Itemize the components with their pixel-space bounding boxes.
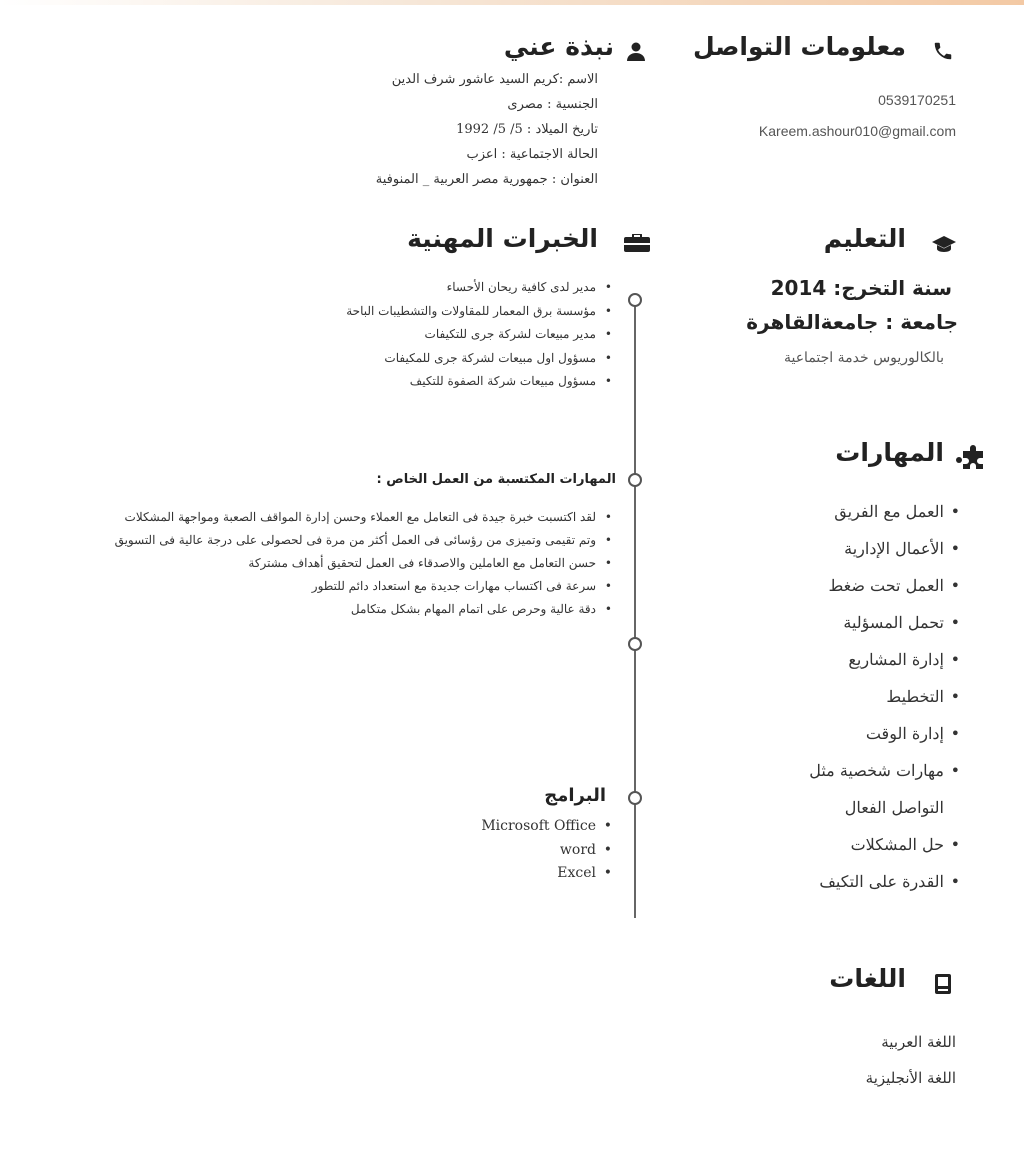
- list-item: • وتم تقيمى وتميزى من رؤسائى فى العمل أكثر من مرة فى لحصولى على درجة عالية فى التسويق: [102, 529, 614, 552]
- timeline-node: [628, 637, 642, 651]
- list-item: • Microsoft Office: [481, 815, 614, 839]
- list-item: • العمل مع الفريق: [702, 493, 962, 530]
- list-item: • العمل تحت ضغط: [702, 567, 962, 604]
- list-item: • القدرة على التكيف: [702, 863, 962, 900]
- list-item: • تحمل المسؤلية: [702, 604, 962, 641]
- book-icon: [934, 973, 952, 999]
- list-item: • إدارة الوقت: [702, 715, 962, 752]
- phone-icon: [932, 40, 954, 66]
- university: جامعة : جامعةالقاهرة: [746, 310, 958, 334]
- puzzle-icon: [955, 445, 989, 473]
- about-name: الاسم :كريم السيد عاشور شرف الدين: [391, 72, 598, 87]
- graduation-cap-icon: [932, 234, 956, 258]
- experience-title: الخبرات المهنية: [407, 224, 598, 253]
- programs-list: [481, 815, 614, 886]
- list-item: • مسؤول مبيعات شركة الصفوة للتكيف: [174, 370, 614, 394]
- list-item: • مدير لدى كافية ريحان الأحساء: [174, 276, 614, 300]
- briefcase-icon: [624, 234, 650, 256]
- about-title: نبذة عني: [503, 32, 614, 61]
- language-item: اللغة العربية: [881, 1033, 956, 1051]
- list-item: • الأعمال الإدارية: [702, 530, 962, 567]
- skills-title: المهارات: [835, 438, 944, 467]
- about-details: [238, 67, 598, 192]
- graduation-year-label: سنة التخرج:: [833, 276, 952, 300]
- user-icon: [627, 42, 645, 66]
- list-item: • إدارة المشاريع: [702, 641, 962, 678]
- list-item: • مسؤول اول مبيعات لشركة جرى للمكيفات: [174, 347, 614, 371]
- acquired-skills-list: [102, 506, 614, 621]
- list-item: • لقد اكتسبت خبرة جيدة فى التعامل مع العملاء وحسن إدارة المواقف الصعبة ومواجهة المشكلات: [102, 506, 614, 529]
- programs-title: البرامج: [544, 785, 606, 806]
- contact-phone: 0539170251: [878, 92, 956, 108]
- list-item: • التخطيط: [702, 678, 962, 715]
- timeline-line: [634, 298, 636, 918]
- acquired-skills-title: المهارات المكتسبة من العمل الخاص :: [376, 472, 616, 487]
- list-item: • دقة عالية وحرص على اتمام المهام بشكل متكامل: [102, 598, 614, 621]
- about-marital-status: الحالة الاجتماعية : اعزب: [466, 147, 598, 162]
- graduation-year-row: [771, 276, 952, 300]
- top-accent-bar: [0, 0, 1024, 5]
- list-item: • word: [481, 839, 614, 863]
- skills-list: [702, 493, 962, 900]
- list-item: • مهارات شخصية مثل التواصل الفعال: [754, 752, 962, 826]
- about-nationality: الجنسية : مصرى: [507, 97, 598, 112]
- contact-email: Kareem.ashour010@gmail.com: [758, 123, 956, 139]
- languages-list: [866, 1024, 956, 1096]
- graduation-year: 2014: [770, 276, 827, 300]
- timeline-node: [628, 473, 642, 487]
- timeline-node: [628, 791, 642, 805]
- language-item: اللغة الأنجليزية: [865, 1069, 956, 1087]
- experience-list: [174, 276, 614, 394]
- degree: بالكالوريوس خدمة اجتماعية: [783, 350, 944, 366]
- list-item: • سرعة فى اكتساب مهارات جديدة مع استعداد دائم للتطور: [102, 575, 614, 598]
- list-item: • حسن التعامل مع العاملين والاصدقاء فى العمل لتحقيق أهداف مشتركة: [102, 552, 614, 575]
- list-item: • مؤسسة برق المعمار للمقاولات والتشطيبات الباحة: [174, 300, 614, 324]
- list-item: • مدير مبيعات لشركة جرى للتكيفات: [174, 323, 614, 347]
- about-birthdate: تاريخ الميلاد : 5/ 5/ 1992: [456, 122, 598, 137]
- education-title: التعليم: [823, 224, 906, 253]
- timeline-node: [628, 293, 642, 307]
- list-item: • حل المشكلات: [702, 826, 962, 863]
- list-item: • Excel: [481, 862, 614, 886]
- languages-title: اللغات: [829, 964, 906, 993]
- about-address: العنوان : جمهورية مصر العربية _ المنوفية: [375, 172, 598, 187]
- contact-title: معلومات التواصل: [692, 32, 906, 61]
